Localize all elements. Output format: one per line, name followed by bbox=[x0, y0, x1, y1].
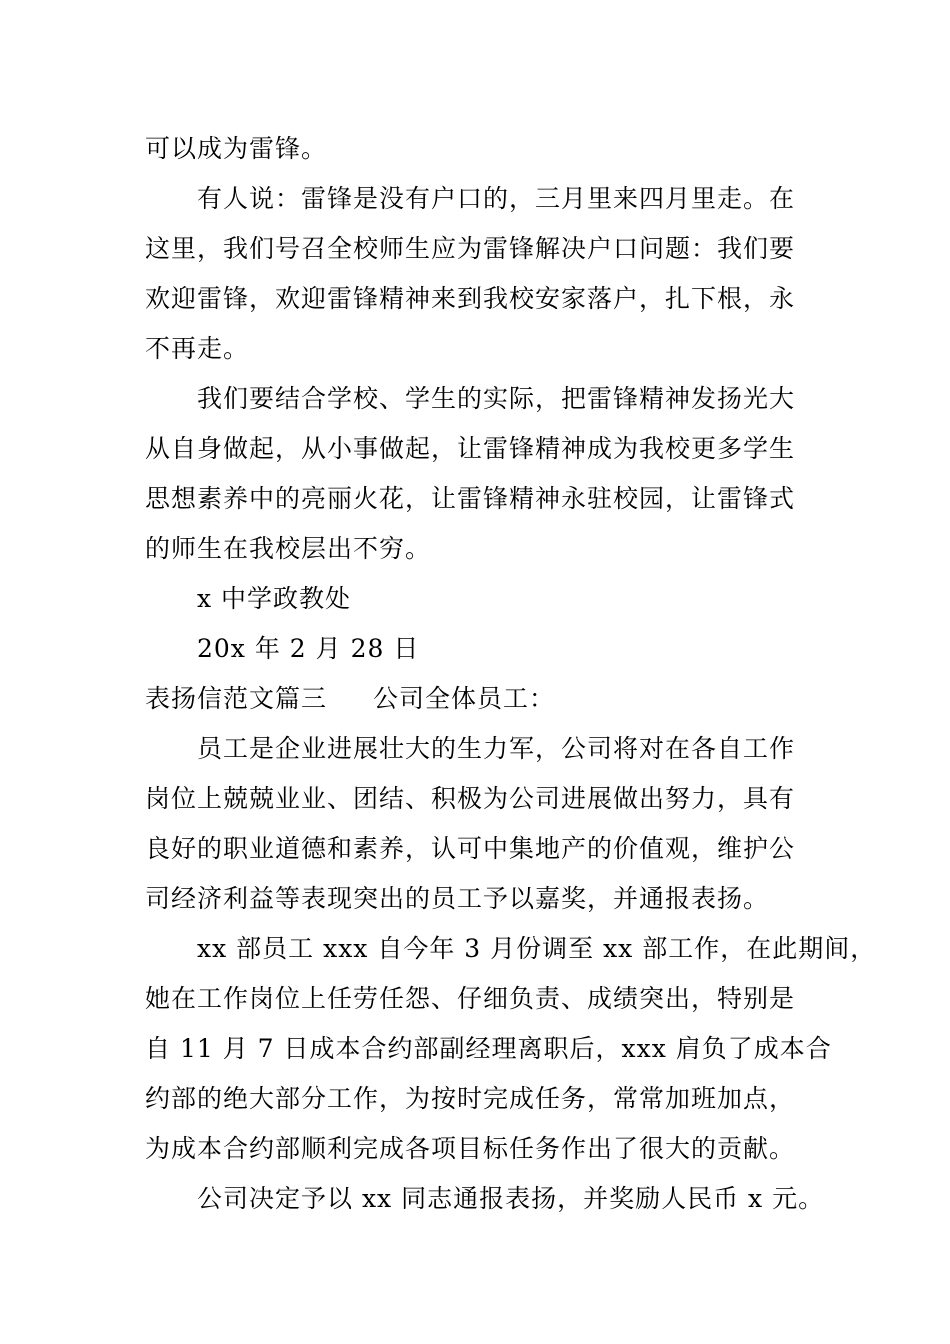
text-line: 思想素养中的亮丽火花，让雷锋精神永驻校园，让雷锋式 bbox=[145, 484, 796, 513]
section-title: 表扬信范文篇三 bbox=[145, 684, 328, 713]
text-line: 司经济利益等表现突出的员工予以嘉奖，并通报表扬。 bbox=[145, 884, 770, 913]
salutation: 公司全体员工： bbox=[373, 684, 556, 713]
section-heading-line bbox=[145, 683, 555, 715]
signature-date: 20x 年 2 月 28 日 bbox=[197, 634, 420, 663]
text-line: 的师生在我校层出不穷。 bbox=[145, 534, 432, 563]
text-line: 她在工作岗位上任劳任怨、仔细负责、成绩突出，特别是 bbox=[145, 984, 796, 1013]
text-line: 这里，我们号召全校师生应为雷锋解决户口问题：我们要 bbox=[145, 234, 796, 263]
text-line: 为成本合约部顺利完成各项目标任务作出了很大的贡献。 bbox=[145, 1134, 796, 1163]
text-line: 自 11 月 7 日成本合约部副经理离职后，xxx 肩负了成本合 bbox=[145, 1034, 832, 1063]
paragraph-line: 员工是企业进展壮大的生力军，公司将对在各自工作 bbox=[197, 734, 796, 763]
text-line: 从自身做起，从小事做起，让雷锋精神成为我校更多学生 bbox=[145, 434, 796, 463]
text-line: 约部的绝大部分工作，为按时完成任务，常常加班加点， bbox=[145, 1084, 796, 1113]
paragraph-line: 公司决定予以 xx 同志通报表扬，并奖励人民币 x 元。 bbox=[197, 1184, 825, 1213]
paragraph-line: 有人说：雷锋是没有户口的，三月里来四月里走。在 bbox=[197, 184, 796, 213]
text-line: 不再走。 bbox=[145, 334, 250, 363]
text-line: 欢迎雷锋，欢迎雷锋精神来到我校安家落户，扎下根，永 bbox=[145, 284, 796, 313]
signature-department: x 中学政教处 bbox=[197, 584, 352, 613]
text-line: 良好的职业道德和素养，认可中集地产的价值观，维护公 bbox=[145, 834, 796, 863]
paragraph-line: xx 部员工 xxx 自今年 3 月份调至 xx 部工作，在此期间， bbox=[197, 934, 877, 963]
text-line: 岗位上兢兢业业、团结、积极为公司进展做出努力，具有 bbox=[145, 784, 796, 813]
text-line: 可以成为雷锋。 bbox=[145, 134, 328, 163]
paragraph-line: 我们要结合学校、学生的实际，把雷锋精神发扬光大 bbox=[197, 384, 796, 413]
